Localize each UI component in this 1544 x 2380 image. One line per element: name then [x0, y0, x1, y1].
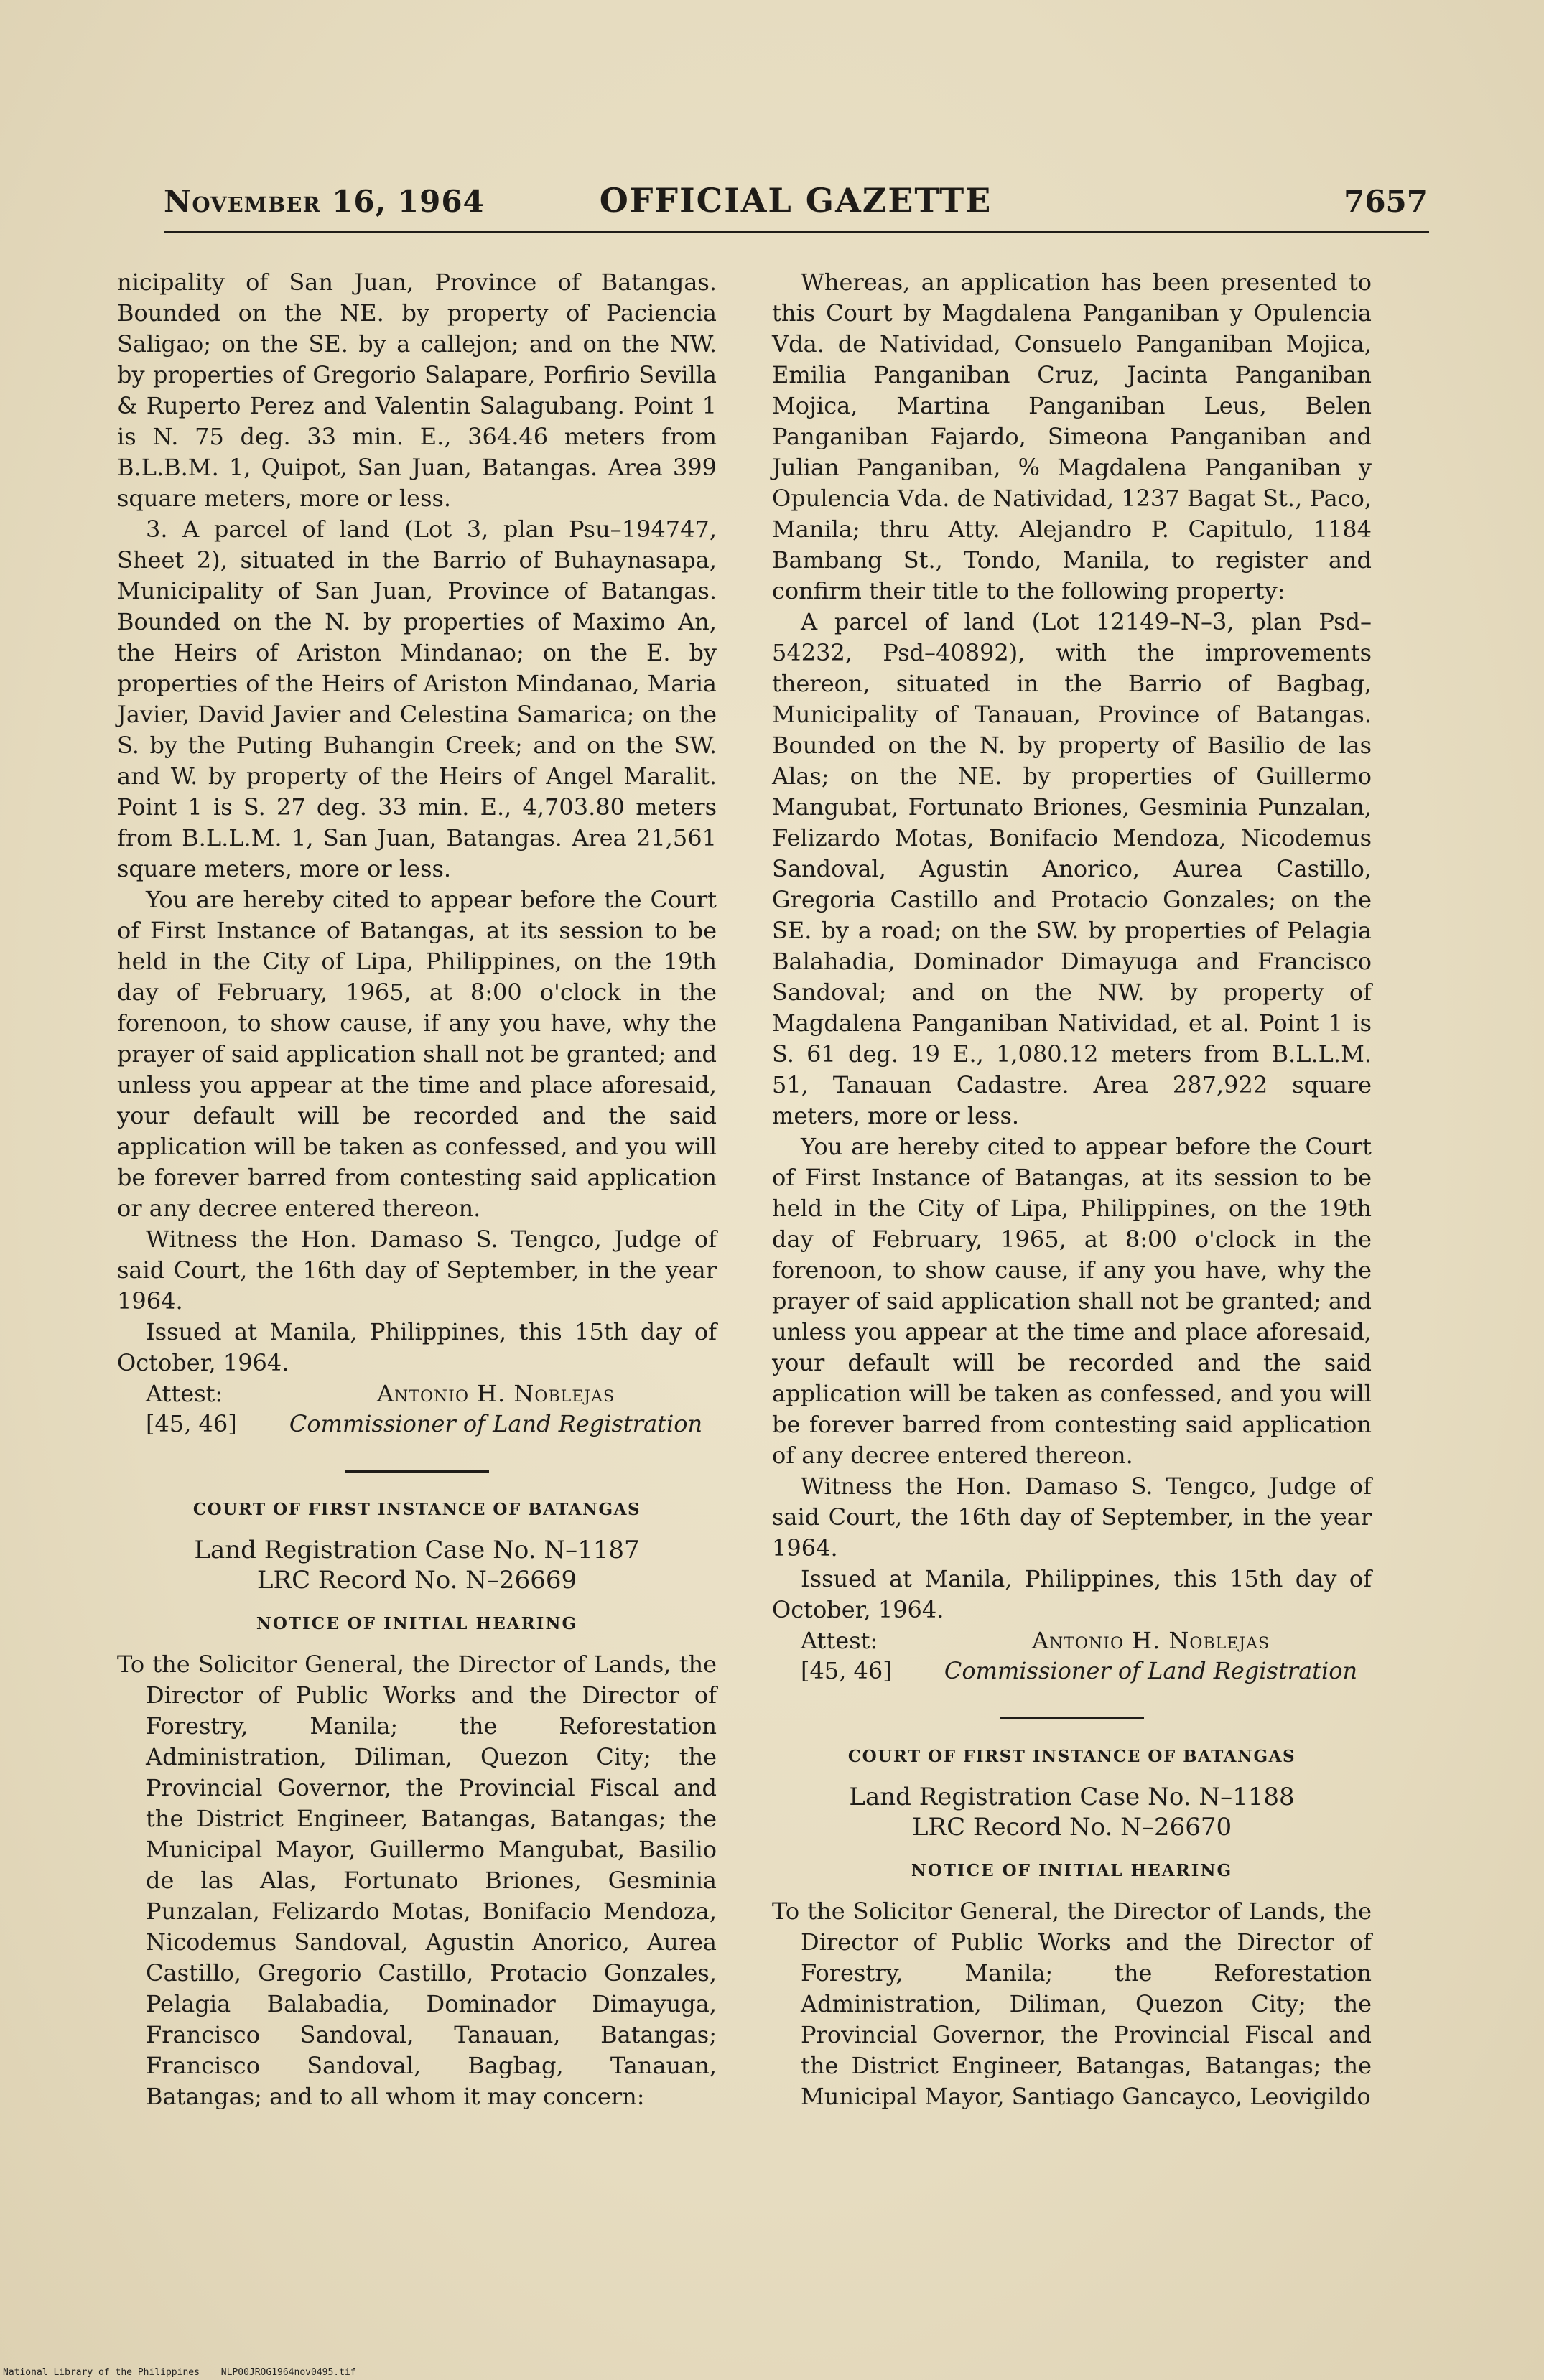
paragraph: Witness the Hon. Damaso S. Tengco, Judge of said Court, the 16th day of September, in the year 1964. — [117, 1226, 717, 1315]
reference-number: [45, 46] — [146, 1410, 237, 1437]
court-heading: COURT OF FIRST INSTANCE OF BATANGAS — [847, 1747, 1296, 1766]
paragraph: Whereas, an application has been presented to this Court by Magdalena Panganiban y Opulencia Vda. de Natividad, Consuelo Panganiban Mojica, Emilia Panganiban Cruz, Jacinta Panganiban Mojica, Martina Panganiban Leus, Belen Panganiban Fajardo, Simeona Panganiban and Julian Panganiban, % Magdalena Panganiban y Opulencia Vda. de Natividad, 1237 Bagat St., Paco, Manila; thru Atty. Alejandro P. Capitulo, 1184 Bambang St., Tondo, Manila, to register and confirm their title to the following property: — [772, 269, 1372, 605]
right-column — [772, 267, 1372, 2112]
attest-label: Attest: — [801, 1627, 878, 1654]
page-number: 7657 — [1344, 184, 1428, 219]
attest-title: Commissioner of Land Registration — [289, 1410, 703, 1437]
paragraph: You are hereby cited to appear before the Court of First Instance of Batangas, at its session to be held in the City of Lipa, Philippines, on the 19th day of February, 1965, at 8:00 o'clock in the forenoon, to show cause, if any you have, why the prayer of said application shall not be granted; and unless you appear at the time and place aforesaid, your default will be recorded and the said application will be taken as confessed, and you will be forever barred from contesting said application of any decree entered thereon. — [772, 1133, 1372, 1469]
attest-name: Antonio H. Noblejas — [376, 1380, 615, 1407]
paragraph: Issued at Manila, Philippines, this 15th day of October, 1964. — [117, 1318, 717, 1376]
addressee-paragraph: To the Solicitor General, the Director of Lands, the Director of Public Works and the Director of Forestry, Manila; the Reforestation Administration, Diliman, Quezon City; the Provincial Governor, the Provincial Fiscal and the District Engineer, Batangas, Batangas; the Municipal Mayor, Santiago Gancayco, Leovigildo — [772, 1898, 1372, 2110]
attest-name: Antonio H. Noblejas — [1031, 1627, 1270, 1654]
scan-footer — [3, 2367, 372, 2378]
paragraph: Issued at Manila, Philippines, this 15th day of October, 1964. — [772, 1565, 1372, 1623]
scan-filename: NLP00JROG1964nov0495.tif — [220, 2367, 356, 2378]
paragraph: A parcel of land (Lot 12149–N–3, plan Psd–54232, Psd–40892), with the improvements thereon, situated in the Barrio of Bagbag, Municipality of Tanauan, Province of Batangas. Bounded on the N. by property of Basilio de las Alas; on the NE. by properties of Guillermo Mangubat, Fortunato Briones, Gesminia Punzalan, Felizardo Motas, Bonifacio Mendoza, Nicodemus Sandoval, Agustin Anorico, Aurea Castillo, Gregoria Castillo and Protacio Gonzales; on the SE. by a road; on the SW. by properties of Pelagia Balahadia, Dominador Dimayuga and Francisco Sandoval; and on the NW. by property of Magdalena Panganiban Natividad, et al. Point 1 is S. 61 deg. 19 E., 1,080.12 meters from B.L.L.M. 51, Tanauan Cadastre. Area 287,922 square meters, more or less. — [772, 608, 1372, 1129]
library-credit: National Library of the Philippines — [3, 2367, 200, 2378]
issue-date: November 16, 1964 — [164, 184, 485, 219]
publication-title: OFFICIAL GAZETTE — [599, 181, 992, 220]
lrc-record-number: LRC Record No. N–26669 — [256, 1566, 577, 1595]
attestation — [801, 1625, 1372, 1686]
attest-label: Attest: — [146, 1380, 223, 1407]
notice-heading: NOTICE OF INITIAL HEARING — [911, 1861, 1233, 1880]
reference-number: [45, 46] — [801, 1657, 892, 1684]
attestation — [146, 1378, 717, 1439]
section-divider — [1000, 1717, 1144, 1719]
lrc-record-number: LRC Record No. N–26670 — [911, 1813, 1232, 1842]
attest-title: Commissioner of Land Registration — [944, 1657, 1358, 1684]
header-rule — [164, 231, 1429, 233]
page-header — [164, 178, 1428, 228]
court-heading: COURT OF FIRST INSTANCE OF BATANGAS — [192, 1500, 641, 1519]
left-column — [117, 267, 717, 2112]
case-number: Land Registration Case No. N–1187 — [194, 1536, 640, 1564]
paragraph: You are hereby cited to appear before the Court of First Instance of Batangas, at its session to be held in the City of Lipa, Philippines, on the 19th day of February, 1965, at 8:00 o'clock in the forenoon, to show cause, if any you have, why the prayer of said application shall not be granted; and unless you appear at the time and place aforesaid, your default will be recorded and the said application will be taken as confessed, and you will be forever barred from contesting said application or any decree entered thereon. — [117, 886, 717, 1222]
notice-heading: NOTICE OF INITIAL HEARING — [256, 1614, 578, 1633]
case-number: Land Registration Case No. N–1188 — [849, 1783, 1295, 1811]
paragraph: Witness the Hon. Damaso S. Tengco, Judge of said Court, the 16th day of September, in the year 1964. — [772, 1473, 1372, 1562]
addressee-paragraph: To the Solicitor General, the Director of Lands, the Director of Public Works and the Director of Forestry, Manila; the Reforestation Administration, Diliman, Quezon City; the Provincial Governor, the Provincial Fiscal and the District Engineer, Batangas, Batangas; the Municipal Mayor, Guillermo Mangubat, Basilio de las Alas, Fortunato Briones, Gesminia Punzalan, Felizardo Motas, Bonifacio Mendoza, Nicodemus Sandoval, Agustin Anorico, Aurea Castillo, Gregorio Castillo, Protacio Gonzales, Pelagia Balabadia, Dominador Dimayuga, Francisco Sandoval, Tanauan, Batangas; Francisco Sandoval, Bagbag, Tanauan, Batangas; and to all whom it may concern: — [117, 1651, 717, 2110]
paragraph: nicipality of San Juan, Province of Batangas. Bounded on the NE. by property of Paciencia Saligao; on the SE. by a callejon; and on the NW. by properties of Gregorio Salapare, Porfirio Sevilla & Ruperto Perez and Valentin Salagubang. Point 1 is N. 75 deg. 33 min. E., 364.46 meters from B.L.B.M. 1, Quipot, San Juan, Batangas. Area 399 square meters, more or less. — [117, 269, 717, 512]
section-divider — [345, 1470, 489, 1473]
paragraph: 3. A parcel of land (Lot 3, plan Psu–194747, Sheet 2), situated in the Barrio of Buhaynasapa, Municipality of San Juan, Province of Batangas. Bounded on the N. by properties of Maximo An, the Heirs of Ariston Mindanao; on the E. by properties of the Heirs of Ariston Mindanao, Maria Javier, David Javier and Celestina Samarica; on the S. by the Puting Buhangin Creek; and on the SW. and W. by property of the Heirs of Angel Maralit. Point 1 is S. 27 deg. 33 min. E., 4,703.80 meters from B.L.L.M. 1, San Juan, Batangas. Area 21,561 square meters, more or less. — [117, 515, 717, 882]
